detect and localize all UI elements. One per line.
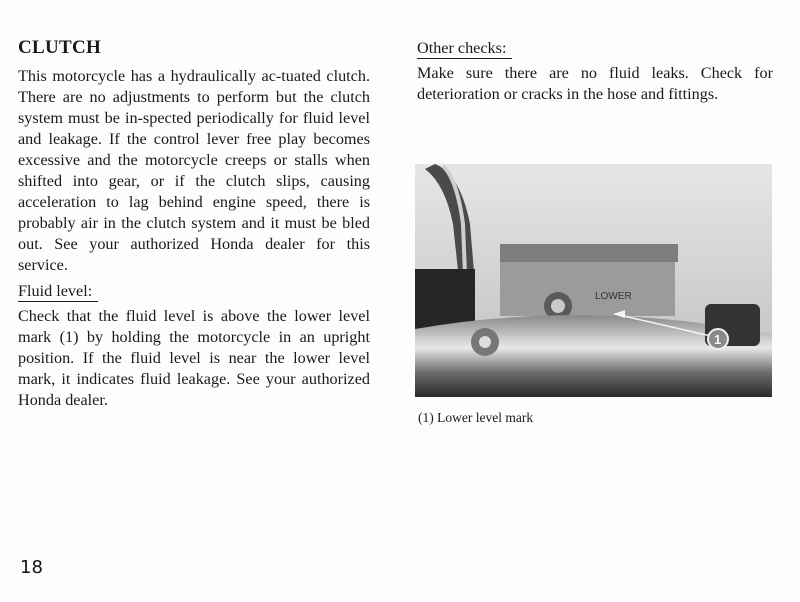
right-column — [417, 38, 773, 105]
other-checks-paragraph: Make sure there are no fluid leaks. Check for deterioration or cracks in the hose and fittings. — [417, 64, 773, 103]
photo-illustration — [415, 164, 772, 397]
reservoir-lower-label: LOWER — [595, 291, 632, 302]
reservoir-body — [500, 256, 675, 316]
left-column — [18, 36, 370, 411]
clutch-reservoir-photo — [415, 164, 772, 397]
clutch-intro-paragraph: This motorcycle has a hydraulically ac-tuated clutch. There are no adjustments to perform but the clutch system must be in-spected periodically for fluid level and leakage. If the control lever free play becomes excessive and the motorcycle creeps or stalls when shifted into gear, or if the clutch slips, causing acceleration to lag behind engine speed, there is probably air in the clutch system and it must be bled out. See your authorized Honda dealer for this service. — [18, 67, 370, 274]
section-title: CLUTCH — [18, 37, 102, 58]
fluid-level-heading: Fluid level: — [18, 281, 98, 302]
other-checks-heading: Other checks: — [417, 38, 512, 59]
page-number: 18 — [20, 557, 43, 578]
callout-number: 1 — [714, 332, 722, 347]
fluid-level-paragraph: Check that the fluid level is above the lower level mark (1) by holding the motorcycle in an upright position. If the fluid level is near the lower level mark, it indicates fluid leakage. See your authorized Honda dealer. — [18, 307, 370, 409]
photo-caption: (1) Lower level mark — [418, 410, 534, 425]
